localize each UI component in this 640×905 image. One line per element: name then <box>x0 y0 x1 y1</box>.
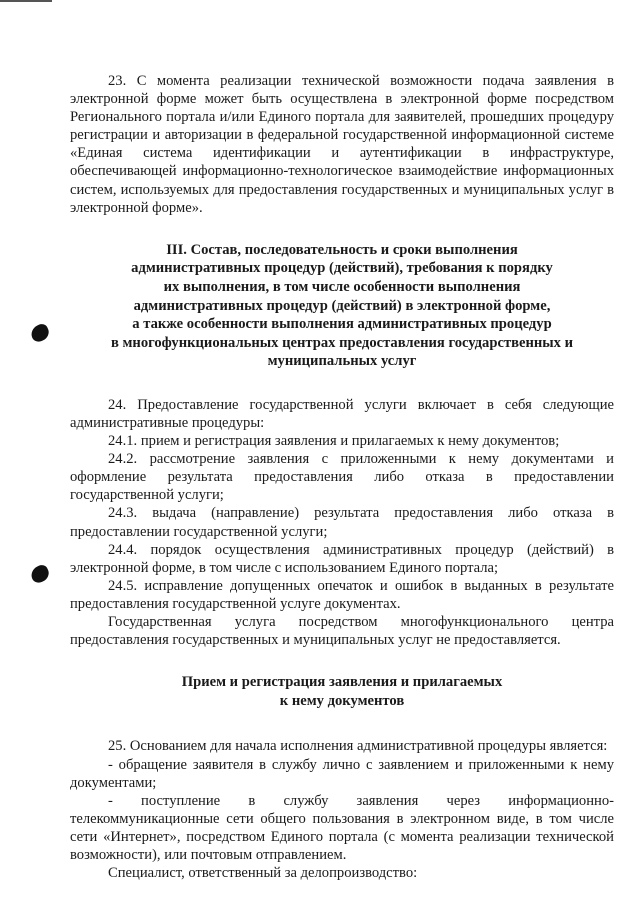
hole-punch-mark <box>28 563 51 585</box>
scan-corner-mark <box>0 0 52 2</box>
heading-line: III. Состав, последовательность и сроки выполнения <box>166 241 518 258</box>
section-3-heading <box>70 241 614 371</box>
heading-line: а также особенности выполнения административных процедур <box>132 316 552 333</box>
heading-line: административных процедур (действий) в электронной форме, <box>133 297 551 314</box>
heading-line: Прием и регистрация заявления и прилагаемых <box>181 674 503 691</box>
list-item-24-2: 24.2. рассмотрение заявления с приложенными к нему документами и оформление результата предоставления либо отказа в предоставлении государственной услуги; <box>70 451 614 504</box>
heading-line: к нему документов <box>279 692 405 709</box>
list-item-24-3: 24.3. выдача (направление) результата предоставления либо отказа в предоставлении государственной услуги; <box>70 505 614 540</box>
paragraph-24: 24. Предоставление государственной услуги включает в себя следующие административные процедуры: <box>70 396 614 431</box>
mfc-note: Государственная услуга посредством многофункционального центра предоставления государственных и муниципальных услуг не предоставляется. <box>70 614 614 649</box>
heading-line: их выполнения, в том числе особенности выполнения <box>163 278 521 295</box>
paragraph-23: 23. С момента реализации технической возможности подача заявления в электронной форме может быть осуществлена в электронной форме посредством Регионального портала и/или Единого портала для заявителей, прошедших процедуру регистрации и авторизации в федеральной государственной информационной системе «Единая система идентификации и аутентификации в инфраструктуре, обеспечивающей информационно-технологическое взаимодействие информационных систем, используемых для предоставления государственных и муниципальных услуг в электронной форме». <box>70 73 614 216</box>
heading-line: в многофункциональных центрах предоставления государственных и <box>110 334 574 351</box>
list-item-25-1: - обращение заявителя в службу лично с заявлением и приложенными к нему документами; <box>70 756 614 791</box>
subsection-heading <box>70 673 614 710</box>
list-item-24-1: 24.1. прием и регистрация заявления и прилагаемых к нему документов; <box>108 433 560 450</box>
paragraph-25: 25. Основанием для начала исполнения административной процедуры является: <box>108 738 608 755</box>
hole-punch-mark <box>28 322 51 344</box>
list-item-24-5: 24.5. исправление допущенных опечаток и ошибок в выданных в результате предоставления государственной услуге документах. <box>70 577 614 612</box>
heading-line: административных процедур (действий), требования к порядку <box>131 260 553 277</box>
specialist-line: Специалист, ответственный за делопроизводство: <box>108 865 418 882</box>
document-page <box>70 72 614 882</box>
heading-line: муниципальных услуг <box>267 353 417 370</box>
list-item-24-4: 24.4. порядок осуществления административных процедур (действий) в электронной форме, в том числе с использованием Единого портала; <box>70 541 614 576</box>
list-item-25-2: - поступление в службу заявления через информационно-телекоммуникационные сети общего пользования в электронном виде, в том числе сети «Интернет», посредством Единого портала (с момента реализации технической возможности), или почтовым отправлением. <box>70 792 614 863</box>
